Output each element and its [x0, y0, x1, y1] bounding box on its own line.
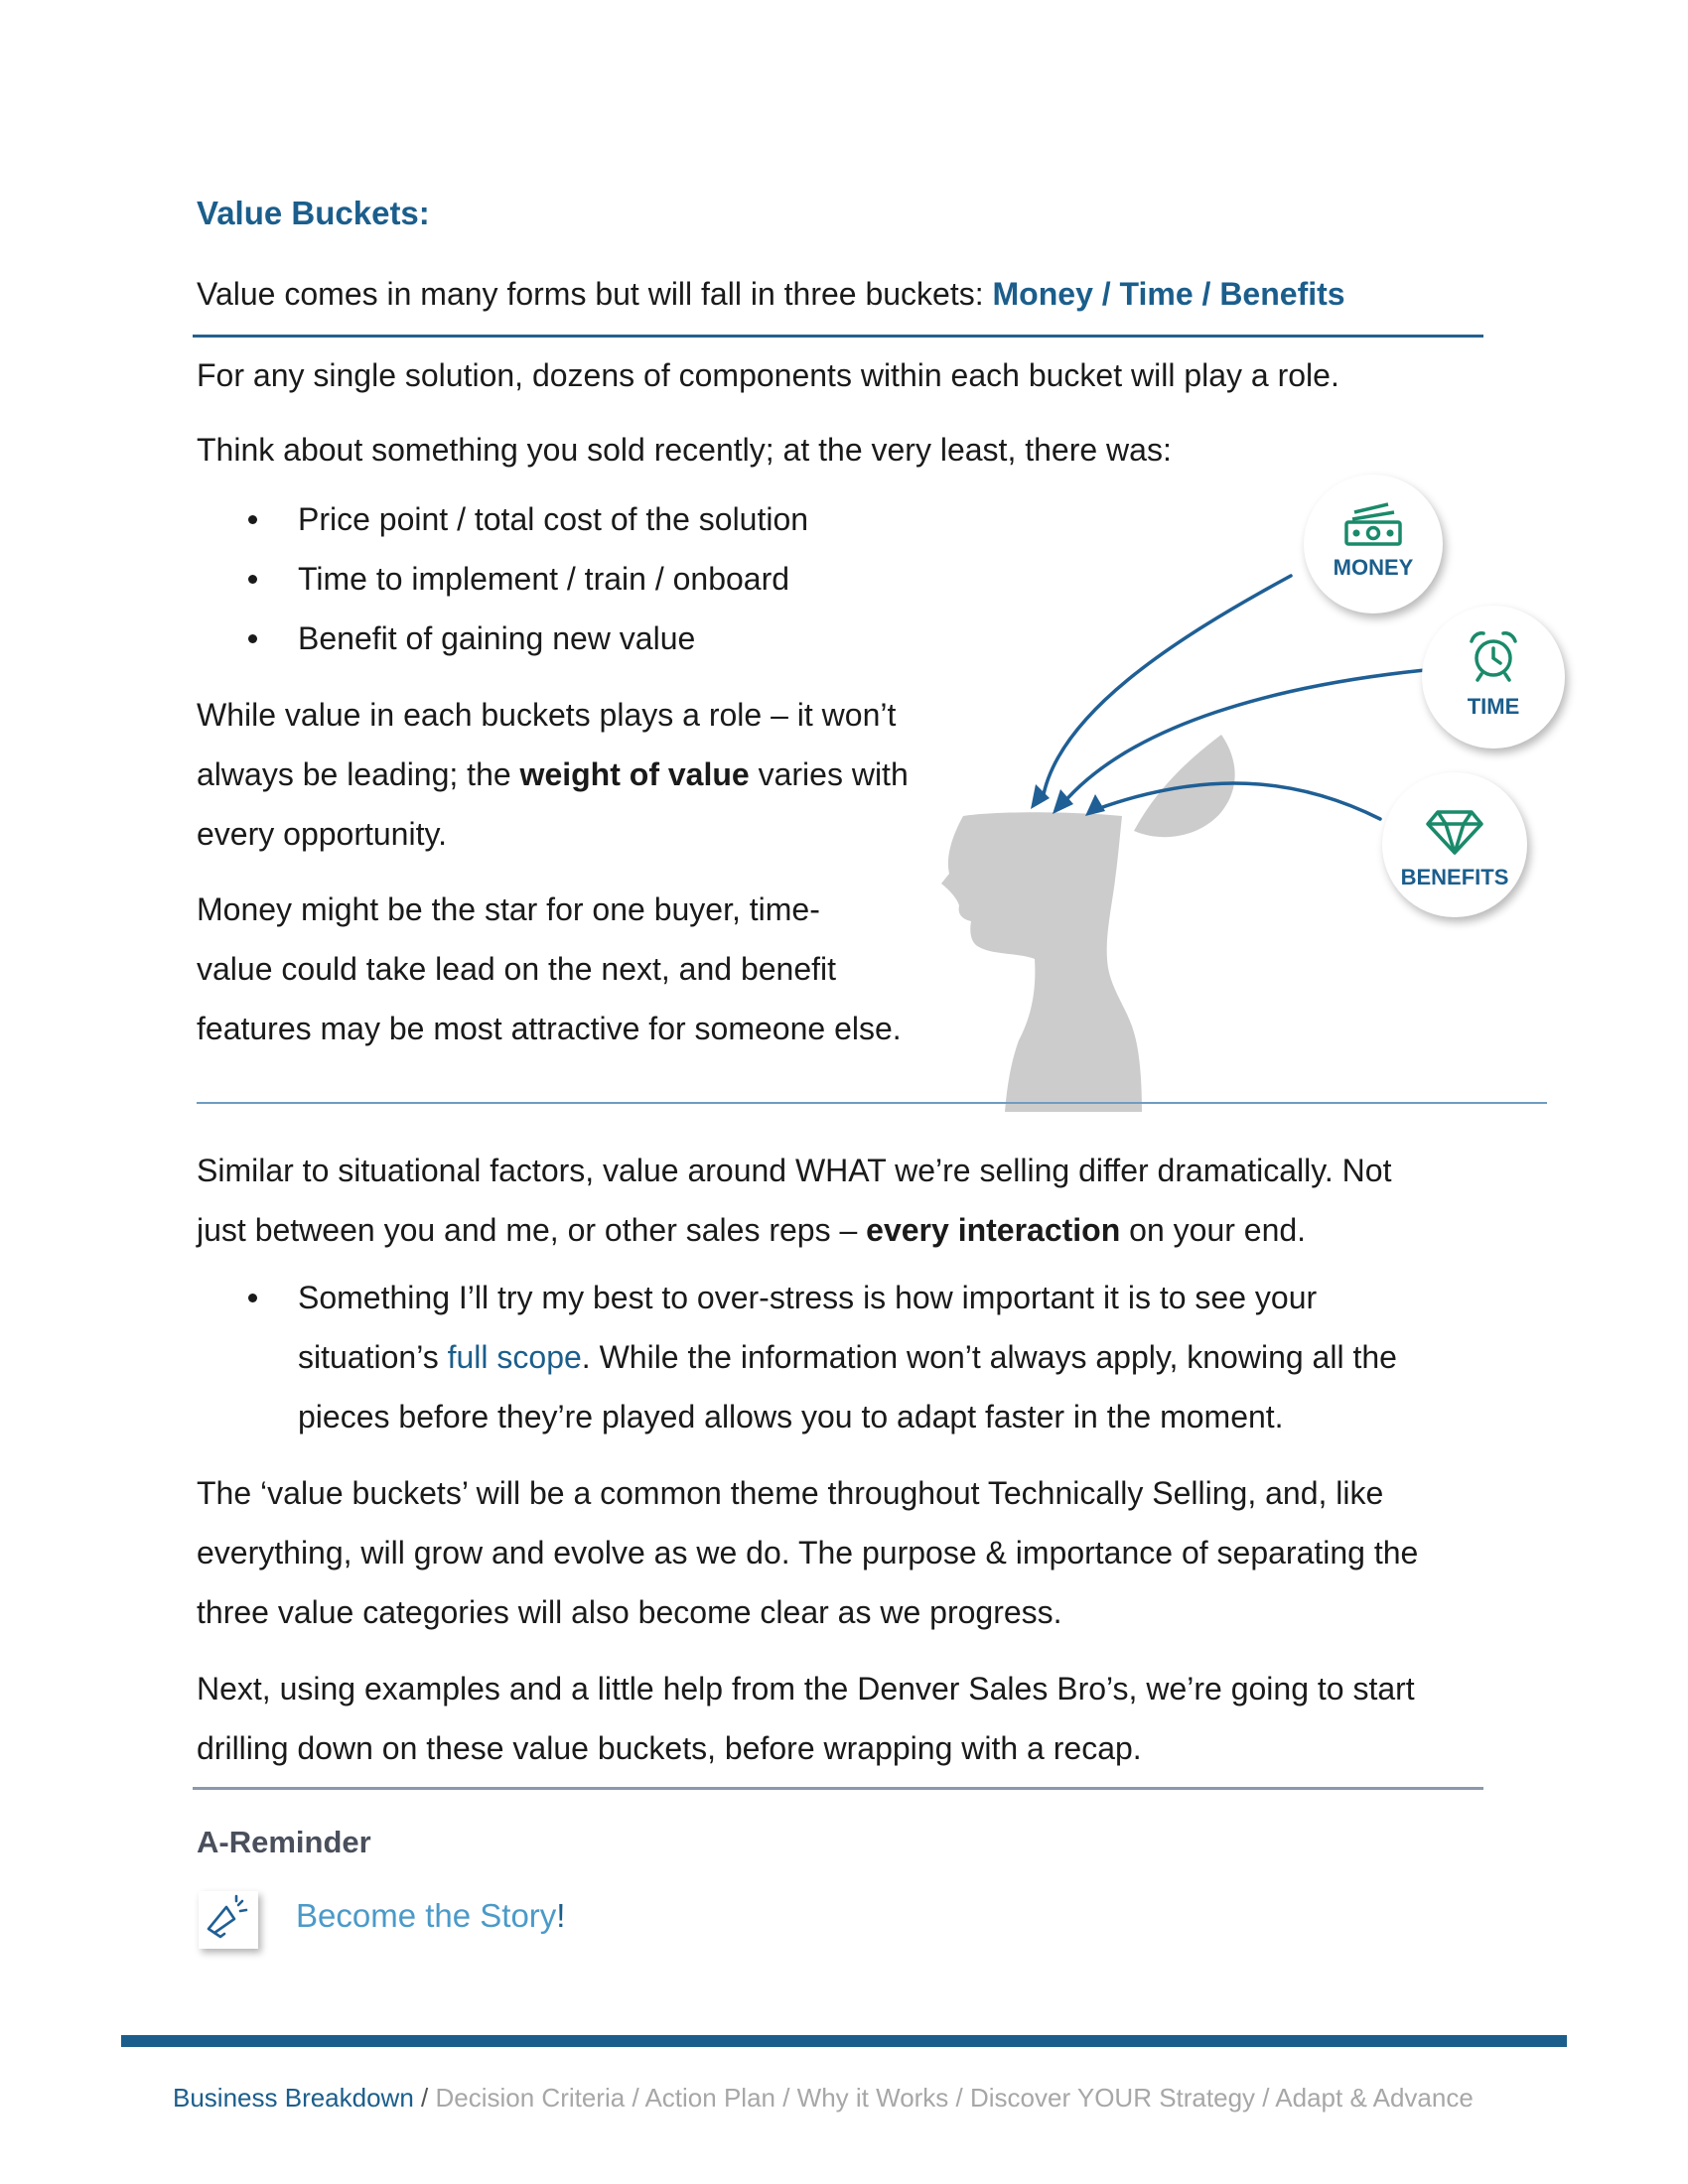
arrow-benefits — [1097, 783, 1380, 819]
full-scope-link[interactable]: full scope — [447, 1339, 582, 1375]
para-similar-line2 — [197, 1200, 1547, 1260]
list-item: Benefit of gaining new value — [197, 609, 808, 668]
arrow-money — [1043, 576, 1291, 799]
buckets-label: Money / Time / Benefits — [992, 276, 1345, 312]
para-next-line1: Next, using examples and a little help from the Denver Sales Bro’s, we’re going to start — [197, 1671, 1415, 1706]
footer-nav-adapt-advance[interactable]: Adapt & Advance — [1275, 2083, 1474, 2113]
para-weight — [197, 685, 991, 864]
top-divider — [193, 335, 1483, 338]
footer-separator: / — [948, 2083, 970, 2113]
become-the-story-link[interactable]: Become the Story — [296, 1897, 557, 1934]
para-next — [197, 1659, 1547, 1778]
money-bills-icon — [1342, 500, 1404, 548]
bullet-scope-line1: Something I’ll try my best to over-stress is how important it is to see your — [298, 1280, 1318, 1315]
footer-separator: / — [775, 2083, 797, 2113]
footer-nav-discover-your-strategy[interactable]: Discover YOUR Strategy — [969, 2083, 1256, 2113]
bullet-dot — [248, 1294, 257, 1302]
para-weight-line3: every opportunity. — [197, 816, 447, 852]
footer-breadcrumb — [173, 2083, 1474, 2114]
footer-nav-business-breakdown[interactable]: Business Breakdown — [173, 2083, 414, 2113]
reminder-link-suffix: ! — [556, 1897, 566, 1934]
para-star-line3: features may be most attractive for someone else. — [197, 1011, 902, 1046]
para-star — [197, 880, 991, 1058]
money-badge — [1304, 475, 1443, 614]
para-next-line2: drilling down on these value buckets, before wrapping with a recap. — [197, 1730, 1142, 1766]
para-theme-line2: everything, will grow and evolve as we do. The purpose & importance of separating the — [197, 1535, 1419, 1570]
footer-separator: / — [1255, 2083, 1276, 2113]
reminder-title: A-Reminder — [197, 1825, 371, 1859]
para-theme — [197, 1463, 1547, 1642]
arrow-time-head — [1053, 789, 1073, 814]
alarm-clock-icon — [1466, 627, 1521, 683]
reminder-link-line — [296, 1886, 565, 1946]
list-item: Time to implement / train / onboard — [197, 549, 808, 609]
footer-nav-decision-criteria[interactable]: Decision Criteria — [435, 2083, 626, 2113]
bullet-scope-line2-post: . While the information won’t always apply, knowing all the — [581, 1339, 1397, 1375]
benefits-label: BENEFITS — [1400, 865, 1509, 889]
money-label: MONEY — [1333, 555, 1414, 580]
time-badge — [1422, 606, 1565, 749]
intro-line — [197, 264, 1345, 324]
para-weight-line1: While value in each buckets plays a role – it won’t — [197, 697, 897, 733]
intro-lead: Value comes in many forms but will fall in three buckets: — [197, 276, 993, 312]
footer-nav-why-it-works[interactable]: Why it Works — [796, 2083, 949, 2113]
list-item: Price point / total cost of the solution — [197, 489, 808, 549]
para-similar-line2-pre: just between you and me, or other sales reps – — [197, 1212, 867, 1248]
para-similar-line2-post: on your end. — [1120, 1212, 1307, 1248]
head-silhouette — [941, 812, 1142, 1112]
bullet-scope-line2-pre: situation’s — [298, 1339, 448, 1375]
megaphone-icon — [199, 1891, 258, 1949]
para-think: Think about something you sold recently; at the very least, there was: — [197, 432, 1172, 468]
footer-separator: / — [413, 2083, 436, 2113]
para-similar-line1: Similar to situational factors, value around WHAT we’re selling differ dramatically. Not — [197, 1153, 1392, 1188]
bullet-list-basics — [197, 489, 808, 668]
illustration-divider — [197, 1102, 1547, 1104]
section-title: Value Buckets: — [197, 195, 430, 231]
footer-bar — [121, 2035, 1567, 2047]
benefits-badge — [1382, 772, 1527, 917]
bullet-scope-line3: pieces before they’re played allows you to adapt faster in the moment. — [298, 1399, 1284, 1434]
arrow-benefits-head — [1085, 794, 1105, 816]
para-weight-line2 — [197, 745, 991, 804]
bullet-scope-line2 — [298, 1327, 1547, 1387]
weight-of-value-text: weight of value — [519, 756, 750, 792]
diamond-icon — [1424, 808, 1485, 856]
para-theme-line1: The ‘value buckets’ will be a common theme throughout Technically Selling, and, like — [197, 1475, 1384, 1511]
para-similar — [197, 1141, 1547, 1260]
time-label: TIME — [1467, 694, 1520, 719]
para-weight-line2-pre: always be leading; the — [197, 756, 520, 792]
para-components: For any single solution, dozens of components within each bucket will play a role. — [197, 357, 1339, 393]
footer-separator: / — [625, 2083, 645, 2113]
reminder-divider — [193, 1787, 1483, 1790]
para-star-line1: Money might be the star for one buyer, time- — [197, 891, 820, 927]
every-interaction-text: every interaction — [866, 1212, 1121, 1248]
bullet-scope — [197, 1268, 1547, 1446]
para-theme-line3: three value categories will also become clear as we progress. — [197, 1594, 1062, 1630]
para-weight-line2-post: varies with — [749, 756, 909, 792]
para-star-line2: value could take lead on the next, and benefit — [197, 951, 837, 987]
footer-nav-action-plan[interactable]: Action Plan — [644, 2083, 775, 2113]
